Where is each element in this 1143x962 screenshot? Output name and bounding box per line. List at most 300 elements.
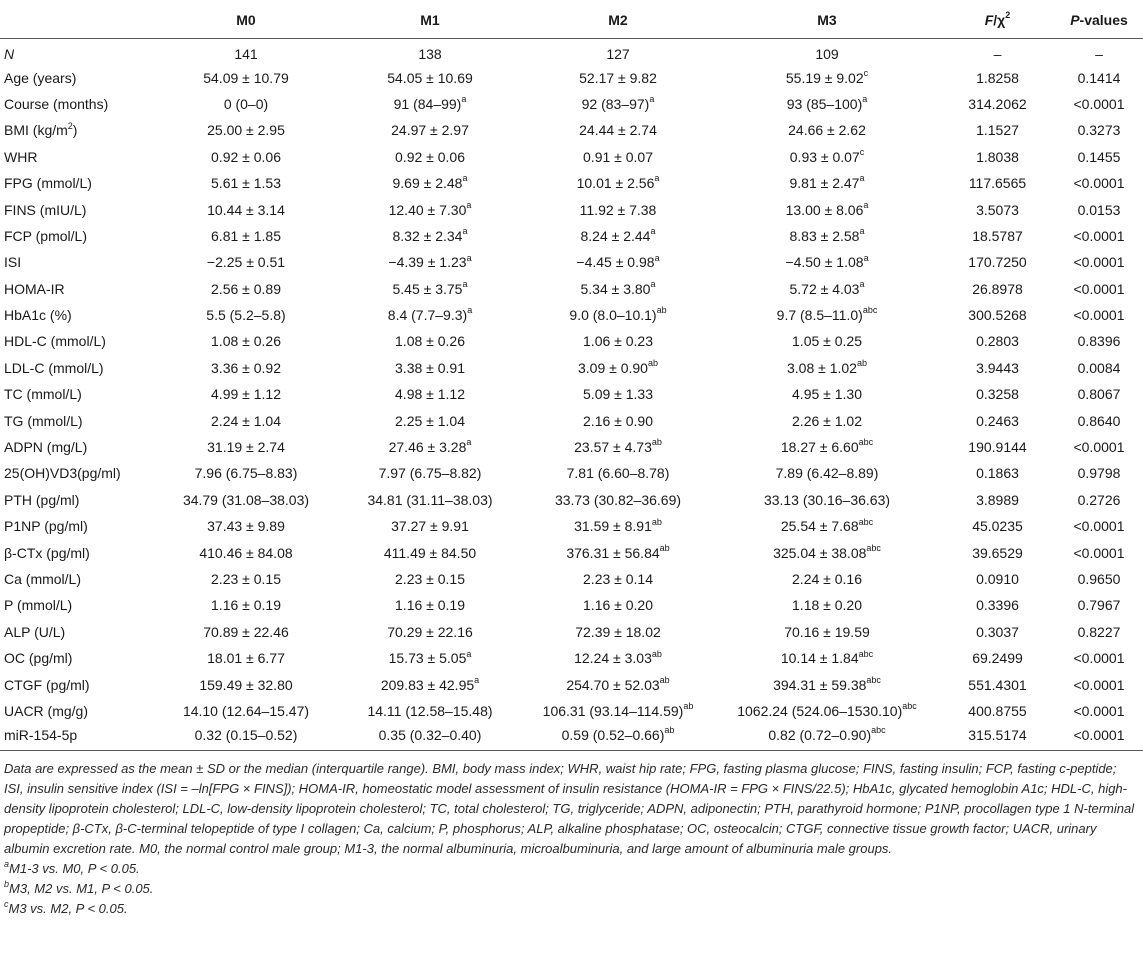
cell-m3-sup: c xyxy=(863,67,869,78)
cell-m1-value: 8.4 (7.7–9.3) xyxy=(387,307,468,324)
row-label xyxy=(0,539,154,565)
cell-f xyxy=(940,645,1055,671)
cell-m2-value: 24.44 ± 2.74 xyxy=(579,122,657,139)
cell-p xyxy=(1055,645,1143,671)
cell-m0-value: 25.00 ± 2.95 xyxy=(207,122,285,139)
cell-m2 xyxy=(522,460,714,486)
cell-f-value: 0.3258 xyxy=(976,386,1019,403)
cell-m0 xyxy=(154,566,338,592)
cell-m0 xyxy=(154,117,338,143)
table-row xyxy=(0,196,1143,222)
cell-f-value: 0.3037 xyxy=(976,623,1019,640)
table-row xyxy=(0,566,1143,592)
cell-m0 xyxy=(154,592,338,618)
cell-m1-value: 4.98 ± 1.12 xyxy=(395,386,465,403)
cell-m3-value: 9.7 (8.5–11.0) xyxy=(776,307,863,324)
cell-m2-value: 92 (83–97) xyxy=(581,95,650,112)
header-f-letter: F xyxy=(984,11,994,28)
cell-f xyxy=(940,276,1055,302)
cell-f xyxy=(940,355,1055,381)
row-label xyxy=(0,144,154,170)
row-label xyxy=(0,434,154,460)
cell-m2 xyxy=(522,407,714,433)
cell-m1 xyxy=(338,249,522,275)
row-label-text: CTGF (pg/ml) xyxy=(4,676,90,693)
cell-m2-value: 1.16 ± 0.20 xyxy=(583,597,653,614)
cell-f-value: 315.5174 xyxy=(968,727,1027,744)
cell-m2-sup: ab xyxy=(659,674,670,685)
cell-m1-value: 138 xyxy=(418,46,442,63)
cell-f-value: 0.2803 xyxy=(976,333,1019,350)
row-label xyxy=(0,513,154,539)
cell-m0 xyxy=(154,381,338,407)
cell-f-value: 3.8989 xyxy=(976,491,1019,508)
cell-m0 xyxy=(154,170,338,196)
cell-m2 xyxy=(522,645,714,671)
cell-p xyxy=(1055,698,1143,724)
cell-f xyxy=(940,513,1055,539)
cell-m3 xyxy=(714,434,940,460)
cell-m0 xyxy=(154,328,338,354)
cell-m3 xyxy=(714,117,940,143)
cell-m1-value: 1.08 ± 0.26 xyxy=(395,333,465,350)
cell-m0-value: 5.5 (5.2–5.8) xyxy=(206,307,286,324)
cell-m1 xyxy=(338,117,522,143)
cell-m1-sup: a xyxy=(466,648,472,659)
cell-f-value: 45.0235 xyxy=(972,518,1023,535)
cell-m3 xyxy=(714,539,940,565)
cell-m2 xyxy=(522,381,714,407)
cell-m2-value: 5.09 ± 1.33 xyxy=(583,386,653,403)
cell-m0-value: 1.16 ± 0.19 xyxy=(211,597,281,614)
cell-p xyxy=(1055,460,1143,486)
cell-m2 xyxy=(522,487,714,513)
cell-m0-value: 2.23 ± 0.15 xyxy=(211,571,281,587)
cell-m2-value: 8.24 ± 2.44 xyxy=(580,227,651,244)
cell-m2 xyxy=(522,513,714,539)
cell-m2-value: 11.92 ± 7.38 xyxy=(579,201,657,218)
cell-f xyxy=(940,170,1055,196)
cell-f-value: 117.6565 xyxy=(968,175,1027,192)
cell-m0 xyxy=(154,302,338,328)
table-row xyxy=(0,487,1143,513)
row-label xyxy=(0,64,154,90)
table-row xyxy=(0,513,1143,539)
cell-f-value: 26.8978 xyxy=(972,280,1023,297)
row-label xyxy=(0,645,154,671)
row-label-text: 25(OH)VD3(pg/ml) xyxy=(4,465,121,482)
cell-m3-value: 8.83 ± 2.58 xyxy=(789,227,860,244)
cell-m2 xyxy=(522,64,714,90)
row-label-text: Ca (mmol/L) xyxy=(4,571,82,587)
cell-m2 xyxy=(522,724,714,750)
cell-m2 xyxy=(522,117,714,143)
row-label-text: BMI (kg/m xyxy=(4,122,68,139)
cell-m1-value: 24.97 ± 2.97 xyxy=(391,122,469,139)
cell-p xyxy=(1055,539,1143,565)
row-label-text: N xyxy=(4,46,15,63)
footnote-legend: Data are expressed as the mean ± SD or the median (interquartile range). BMI, body mass index; WHR, waist hip rate; FPG, fasting plasma glucose; FINS, fasting insulin; FCP, fasting c-peptide; ISI, insulin sensitive index (ISI = –ln[FPG × FINS]); HOMA-IR, homeostatic model assessment of insulin resistance (HOMA-IR = FPG × FINS/22.5); HbA1c, glycated hemoglobin A1c; HDL-C, high-density lipoprotein cholesterol; LDL-C, low-density lipoprotein cholesterol; TC, total cholesterol; TG, triglyceride; ADPN, adiponectin; PTH, parathyroid hormone; P1NP, procollagen type 1 N-terminal propeptide; β-CTx, β-C-terminal telopeptide of type I collagen; Ca, calcium; P, phosphorus; ALP, alkaline phosphatase; OC, osteocalcin; CTGF, connective tissue growth factor; UACR, urinary albumin excretion rate. M0, the normal control male group; M1-3, the normal albuminuria, microalbuminuria, and large amount of albuminuria male groups. xyxy=(4,761,1135,857)
table-row xyxy=(0,276,1143,302)
cell-m1 xyxy=(338,487,522,513)
cell-m2 xyxy=(522,619,714,645)
cell-m2 xyxy=(522,276,714,302)
table-row xyxy=(0,91,1143,117)
footnote-a-text: M1-3 vs. M0, P < 0.05. xyxy=(9,861,140,877)
cell-m3-value: 24.66 ± 2.62 xyxy=(788,122,866,139)
cell-m0-value: 141 xyxy=(234,46,258,63)
cell-m2-sup: a xyxy=(650,279,656,290)
header-p-values xyxy=(1055,0,1143,38)
table-footnotes xyxy=(0,751,1143,919)
row-label-text: Age (years) xyxy=(4,69,77,86)
header-f-sup: 2 xyxy=(1005,10,1011,21)
cell-m1-value: 15.73 ± 5.05 xyxy=(388,650,467,667)
row-label xyxy=(0,355,154,381)
row-label-text: UACR (mg/g) xyxy=(4,702,89,719)
cell-f-value: 400.8755 xyxy=(968,702,1027,719)
cell-m1-sup: a xyxy=(466,437,472,448)
cell-m2-value: 72.39 ± 18.02 xyxy=(575,623,661,640)
cell-m2-value: 3.09 ± 0.90 xyxy=(578,359,648,376)
cell-f-value: 39.6529 xyxy=(972,544,1023,561)
cell-m1 xyxy=(338,223,522,249)
cell-f-value: 1.8258 xyxy=(976,69,1019,86)
cell-m0-value: 0.92 ± 0.06 xyxy=(211,148,281,165)
cell-m3-sup: abc xyxy=(862,305,878,316)
row-label xyxy=(0,328,154,354)
cell-m0 xyxy=(154,196,338,222)
cell-m2-value: 1.06 ± 0.23 xyxy=(583,333,653,350)
cell-p-value: 0.9650 xyxy=(1077,571,1121,587)
cell-m0 xyxy=(154,539,338,565)
cell-p xyxy=(1055,249,1143,275)
cell-m1 xyxy=(338,698,522,724)
cell-m0-value: 3.36 ± 0.92 xyxy=(211,359,281,376)
cell-m3 xyxy=(714,170,940,196)
cell-m1-value: 9.69 ± 2.48 xyxy=(392,175,463,192)
cell-m1 xyxy=(338,671,522,697)
cell-p-value: 0.7967 xyxy=(1077,597,1121,614)
row-label-text: β-CTx (pg/ml) xyxy=(4,544,90,561)
cell-m1-sup: a xyxy=(462,279,468,290)
cell-m3-sup: a xyxy=(859,226,865,237)
table-row xyxy=(0,38,1143,64)
row-label xyxy=(0,592,154,618)
cell-m3-value: 1.05 ± 0.25 xyxy=(792,333,862,350)
cell-m2 xyxy=(522,566,714,592)
cell-f-value: 0.0910 xyxy=(976,571,1019,587)
cell-m1-sup: a xyxy=(462,226,468,237)
cell-p xyxy=(1055,196,1143,222)
cell-m2-sup: a xyxy=(650,226,656,237)
cell-m2-value: 2.16 ± 0.90 xyxy=(583,412,653,429)
cell-f xyxy=(940,38,1055,64)
footnote-b-sup: b xyxy=(4,878,10,889)
row-label xyxy=(0,117,154,143)
cell-m0-value: 4.99 ± 1.12 xyxy=(211,386,281,403)
footnote-c-text: M3 vs. M2, P < 0.05. xyxy=(8,901,128,917)
cell-f-value: 18.5787 xyxy=(972,227,1023,244)
cell-m3 xyxy=(714,513,940,539)
cell-p-value: <0.0001 xyxy=(1073,676,1125,693)
footnote-a xyxy=(4,859,1137,879)
cell-p xyxy=(1055,434,1143,460)
cell-m2-sup: ab xyxy=(651,437,662,448)
cell-m2-value: 2.23 ± 0.14 xyxy=(583,571,653,587)
cell-f-value: 1.8038 xyxy=(976,148,1019,165)
cell-m2-value: 376.31 ± 56.84 xyxy=(566,544,660,561)
cell-m1 xyxy=(338,434,522,460)
cell-p-value: 0.1455 xyxy=(1077,148,1121,165)
cell-m2-sup: ab xyxy=(651,648,662,659)
table-row xyxy=(0,355,1143,381)
cell-p xyxy=(1055,38,1143,64)
cell-p xyxy=(1055,355,1143,381)
cell-m1 xyxy=(338,381,522,407)
header-p-letter: P xyxy=(1070,11,1080,28)
cell-m2-value: 12.24 ± 3.03 xyxy=(574,650,652,667)
cell-f xyxy=(940,302,1055,328)
cell-m1-sup: a xyxy=(474,674,480,685)
cell-f-value: 0.3396 xyxy=(976,597,1019,614)
cell-p-value: <0.0001 xyxy=(1073,175,1125,192)
cell-m1-sup: a xyxy=(467,305,473,316)
cell-m2-value: 52.17 ± 9.82 xyxy=(579,69,657,86)
cell-m2-value: 0.59 (0.52–0.66) xyxy=(561,727,665,744)
cell-m0-value: 6.81 ± 1.85 xyxy=(211,227,281,244)
row-label-text: miR-154-5p xyxy=(4,727,78,744)
cell-f xyxy=(940,460,1055,486)
cell-m2-value: 106.31 (93.14–114.59) xyxy=(542,702,684,719)
cell-m3-sup: abc xyxy=(858,516,874,527)
cell-m1-value: 27.46 ± 3.28 xyxy=(388,439,467,456)
cell-m3 xyxy=(714,487,940,513)
cell-m1 xyxy=(338,539,522,565)
table-row xyxy=(0,434,1143,460)
cell-f-value: 3.9443 xyxy=(976,359,1019,376)
cell-m3-value: 109 xyxy=(815,46,839,63)
cell-m1-value: 411.49 ± 84.50 xyxy=(383,544,477,561)
row-label xyxy=(0,38,154,64)
cell-p-value: 0.0153 xyxy=(1077,201,1121,218)
cell-m3-sup: a xyxy=(862,94,868,105)
cell-f-value: 170.7250 xyxy=(968,254,1027,271)
footnote-b xyxy=(4,879,1137,899)
cell-m0-value: 0 (0–0) xyxy=(223,95,269,112)
cell-m1 xyxy=(338,355,522,381)
row-label-text: P1NP (pg/ml) xyxy=(4,518,88,535)
cell-m1-value: 34.81 (31.11–38.03) xyxy=(367,491,493,508)
cell-f xyxy=(940,592,1055,618)
row-label-sup: 2 xyxy=(67,120,73,131)
cell-m2 xyxy=(522,328,714,354)
header-f-chi2 xyxy=(940,0,1055,38)
cell-m1 xyxy=(338,302,522,328)
cell-m1-value: 3.38 ± 0.91 xyxy=(395,359,465,376)
cell-p-value: 0.8067 xyxy=(1077,386,1121,403)
cell-m2-sup: a xyxy=(654,173,660,184)
cell-m1 xyxy=(338,460,522,486)
cell-f xyxy=(940,64,1055,90)
cell-m1-sup: a xyxy=(461,94,467,105)
cell-p-value: 0.8640 xyxy=(1077,412,1121,429)
row-label xyxy=(0,249,154,275)
cell-p xyxy=(1055,566,1143,592)
table-row xyxy=(0,328,1143,354)
cell-f xyxy=(940,144,1055,170)
cell-m1 xyxy=(338,91,522,117)
cell-p xyxy=(1055,91,1143,117)
cell-m3 xyxy=(714,566,940,592)
cell-p-value: <0.0001 xyxy=(1073,702,1125,719)
cell-m3 xyxy=(714,381,940,407)
cell-f xyxy=(940,698,1055,724)
cell-m1 xyxy=(338,276,522,302)
cell-m3-sup: abc xyxy=(858,648,874,659)
cell-m0 xyxy=(154,460,338,486)
cell-m3 xyxy=(714,724,940,750)
row-label xyxy=(0,223,154,249)
cell-p-value: 0.2726 xyxy=(1077,491,1121,508)
cell-m3 xyxy=(714,460,940,486)
cell-m2 xyxy=(522,698,714,724)
cell-m3-value: −4.50 ± 1.08 xyxy=(785,254,864,271)
cell-m2-value: 31.59 ± 8.91 xyxy=(574,518,652,535)
cell-p xyxy=(1055,487,1143,513)
row-label-text: P (mmol/L) xyxy=(4,597,73,614)
cell-m2-sup: ab xyxy=(651,516,662,527)
table-row xyxy=(0,302,1143,328)
cell-f xyxy=(940,434,1055,460)
cell-m0-value: 7.96 (6.75–8.83) xyxy=(194,465,298,482)
cell-f-value: 300.5268 xyxy=(968,307,1027,324)
cell-m1 xyxy=(338,645,522,671)
table-row xyxy=(0,539,1143,565)
cell-m2-sup: ab xyxy=(647,358,658,369)
table-row xyxy=(0,671,1143,697)
cell-m1-value: 0.35 (0.32–0.40) xyxy=(378,727,482,744)
table-row xyxy=(0,64,1143,90)
cell-m3 xyxy=(714,407,940,433)
cell-m0-value: 54.09 ± 10.79 xyxy=(203,69,289,86)
cell-m1-sup: a xyxy=(462,173,468,184)
footnote-c xyxy=(4,899,1137,919)
cell-f xyxy=(940,117,1055,143)
table-row xyxy=(0,249,1143,275)
cell-m3-value: 18.27 ± 6.60 xyxy=(780,439,859,456)
cell-m1-value: 54.05 ± 10.69 xyxy=(387,69,473,86)
cell-m3-value: 2.24 ± 0.16 xyxy=(792,571,862,587)
cell-m1-value: 8.32 ± 2.34 xyxy=(392,227,463,244)
cell-f xyxy=(940,381,1055,407)
cell-m2 xyxy=(522,249,714,275)
table-row xyxy=(0,407,1143,433)
row-label xyxy=(0,170,154,196)
cell-m0-value: −2.25 ± 0.51 xyxy=(206,254,286,271)
table-row xyxy=(0,724,1143,750)
cell-m3-sup: c xyxy=(859,147,865,158)
cell-m0-value: 10.44 ± 3.14 xyxy=(207,201,285,218)
cell-m3-value: 13.00 ± 8.06 xyxy=(785,201,864,218)
cell-f xyxy=(940,91,1055,117)
cell-m3-sup: a xyxy=(863,199,869,210)
cell-p xyxy=(1055,170,1143,196)
cell-m0 xyxy=(154,91,338,117)
cell-p xyxy=(1055,276,1143,302)
footnote-b-text: M3, M2 vs. M1, P < 0.05. xyxy=(9,881,154,897)
cell-m2-sup: a xyxy=(649,94,655,105)
cell-m1-value: 12.40 ± 7.30 xyxy=(388,201,467,218)
header-m1: M1 xyxy=(338,0,522,38)
cell-m0-value: 1.08 ± 0.26 xyxy=(211,333,281,350)
table-row xyxy=(0,645,1143,671)
cell-m2-value: 127 xyxy=(606,46,630,63)
cell-m0 xyxy=(154,276,338,302)
row-label-text: Course (months) xyxy=(4,95,109,112)
cell-m3-value: 3.08 ± 1.02 xyxy=(787,359,857,376)
row-label xyxy=(0,276,154,302)
cell-m3 xyxy=(714,276,940,302)
cell-m0 xyxy=(154,64,338,90)
cell-m1 xyxy=(338,566,522,592)
cell-m3 xyxy=(714,592,940,618)
cell-m3-sup: abc xyxy=(902,701,917,712)
header-m2: M2 xyxy=(522,0,714,38)
table-row xyxy=(0,698,1143,724)
cell-p-value: 0.1414 xyxy=(1077,69,1121,86)
footnote-c-sup: c xyxy=(4,898,9,909)
row-label xyxy=(0,196,154,222)
cell-m2-value: 254.70 ± 52.03 xyxy=(566,676,660,693)
cell-p-value: 0.3273 xyxy=(1077,122,1121,139)
header-m0: M0 xyxy=(154,0,338,38)
cell-m1 xyxy=(338,144,522,170)
cell-m0-value: 159.49 ± 32.80 xyxy=(199,676,293,693)
cell-p-value: 0.8227 xyxy=(1077,623,1121,640)
row-label-text: ISI xyxy=(4,254,22,271)
cell-m2-value: 10.01 ± 2.56 xyxy=(576,175,655,192)
cell-m0 xyxy=(154,724,338,750)
cell-m3 xyxy=(714,38,940,64)
header-m3: M3 xyxy=(714,0,940,38)
row-label-text: ADPN (mg/L) xyxy=(4,439,88,456)
cell-m0 xyxy=(154,698,338,724)
cell-m0-value: 2.24 ± 1.04 xyxy=(211,412,281,429)
cell-m3 xyxy=(714,223,940,249)
cell-m3-value: 70.16 ± 19.59 xyxy=(784,623,870,640)
row-label-suffix: ) xyxy=(72,122,78,139)
cell-p-value: <0.0001 xyxy=(1073,544,1125,561)
cell-m3-value: 55.19 ± 9.02 xyxy=(785,69,864,86)
cell-m2-value: 33.73 (30.82–36.69) xyxy=(554,491,682,508)
cell-m2 xyxy=(522,144,714,170)
table-row xyxy=(0,170,1143,196)
cell-p-value: <0.0001 xyxy=(1073,727,1125,744)
cell-m2-value: 7.81 (6.60–8.78) xyxy=(566,465,670,482)
cell-m3-sup: abc xyxy=(866,542,881,553)
cell-p xyxy=(1055,144,1143,170)
cell-m1-value: 2.23 ± 0.15 xyxy=(395,571,465,587)
cell-m2 xyxy=(522,434,714,460)
cell-m1-value: 0.92 ± 0.06 xyxy=(395,148,465,165)
cell-m0 xyxy=(154,355,338,381)
cell-m0 xyxy=(154,513,338,539)
cell-f xyxy=(940,328,1055,354)
row-label xyxy=(0,698,154,724)
row-label-text: HbA1c (%) xyxy=(4,307,72,324)
row-label-text: TG (mmol/L) xyxy=(4,412,83,429)
